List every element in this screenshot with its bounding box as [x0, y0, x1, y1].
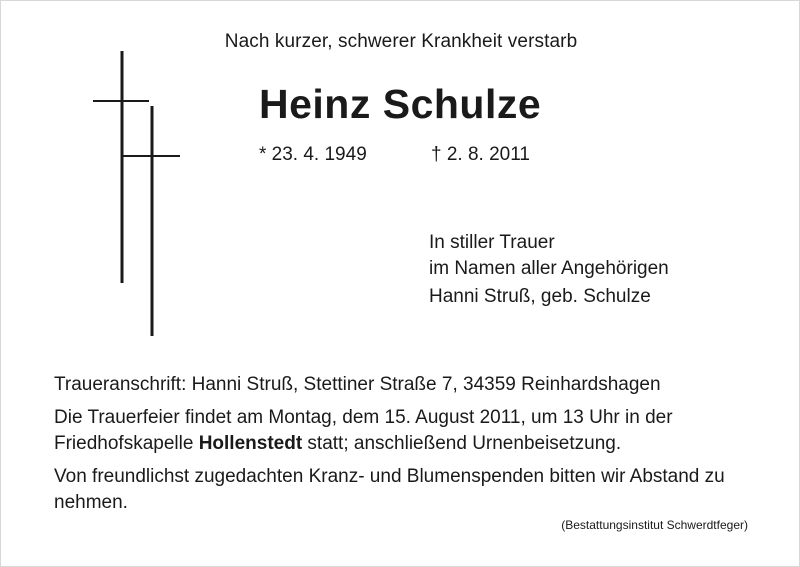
- birth-date: * 23. 4. 1949: [259, 144, 367, 165]
- cross-icon: [93, 51, 149, 283]
- intro-text: Nach kurzer, schwerer Krankheit verstarb: [224, 31, 578, 52]
- ceremony-paragraph: [54, 405, 754, 457]
- deceased-name: Heinz Schulze: [259, 81, 542, 127]
- ceremony-text-before: Die Trauerfeier findet am Montag, dem 15. August 2011, um 13 Uhr in der Friedhofskapelle: [54, 407, 673, 454]
- cross-icon: [123, 106, 180, 336]
- undertaker-credit: (Bestattungsinstitut Schwerdtfeger): [561, 518, 748, 532]
- donation-request: Von freundlichst zugedachten Kranz- und Blumenspenden bitten wir Abstand zu nehmen.: [54, 466, 725, 513]
- mourning-line-1: In stiller Trauer: [429, 232, 555, 253]
- two-crosses-icon: [91, 51, 191, 341]
- mourning-address: Traueranschrift: Hanni Struß, Stettiner Straße 7, 34359 Reinhardshagen: [54, 374, 661, 395]
- mourning-block: [429, 230, 669, 282]
- ceremony-place: Hollenstedt: [198, 433, 303, 454]
- ceremony-text-after: statt; anschließend Urnenbeisetzung.: [302, 433, 622, 454]
- death-date: † 2. 8. 2011: [431, 144, 530, 165]
- mourning-line-2: im Namen aller Angehörigen: [429, 258, 669, 279]
- signer-name: Hanni Struß, geb. Schulze: [429, 286, 651, 307]
